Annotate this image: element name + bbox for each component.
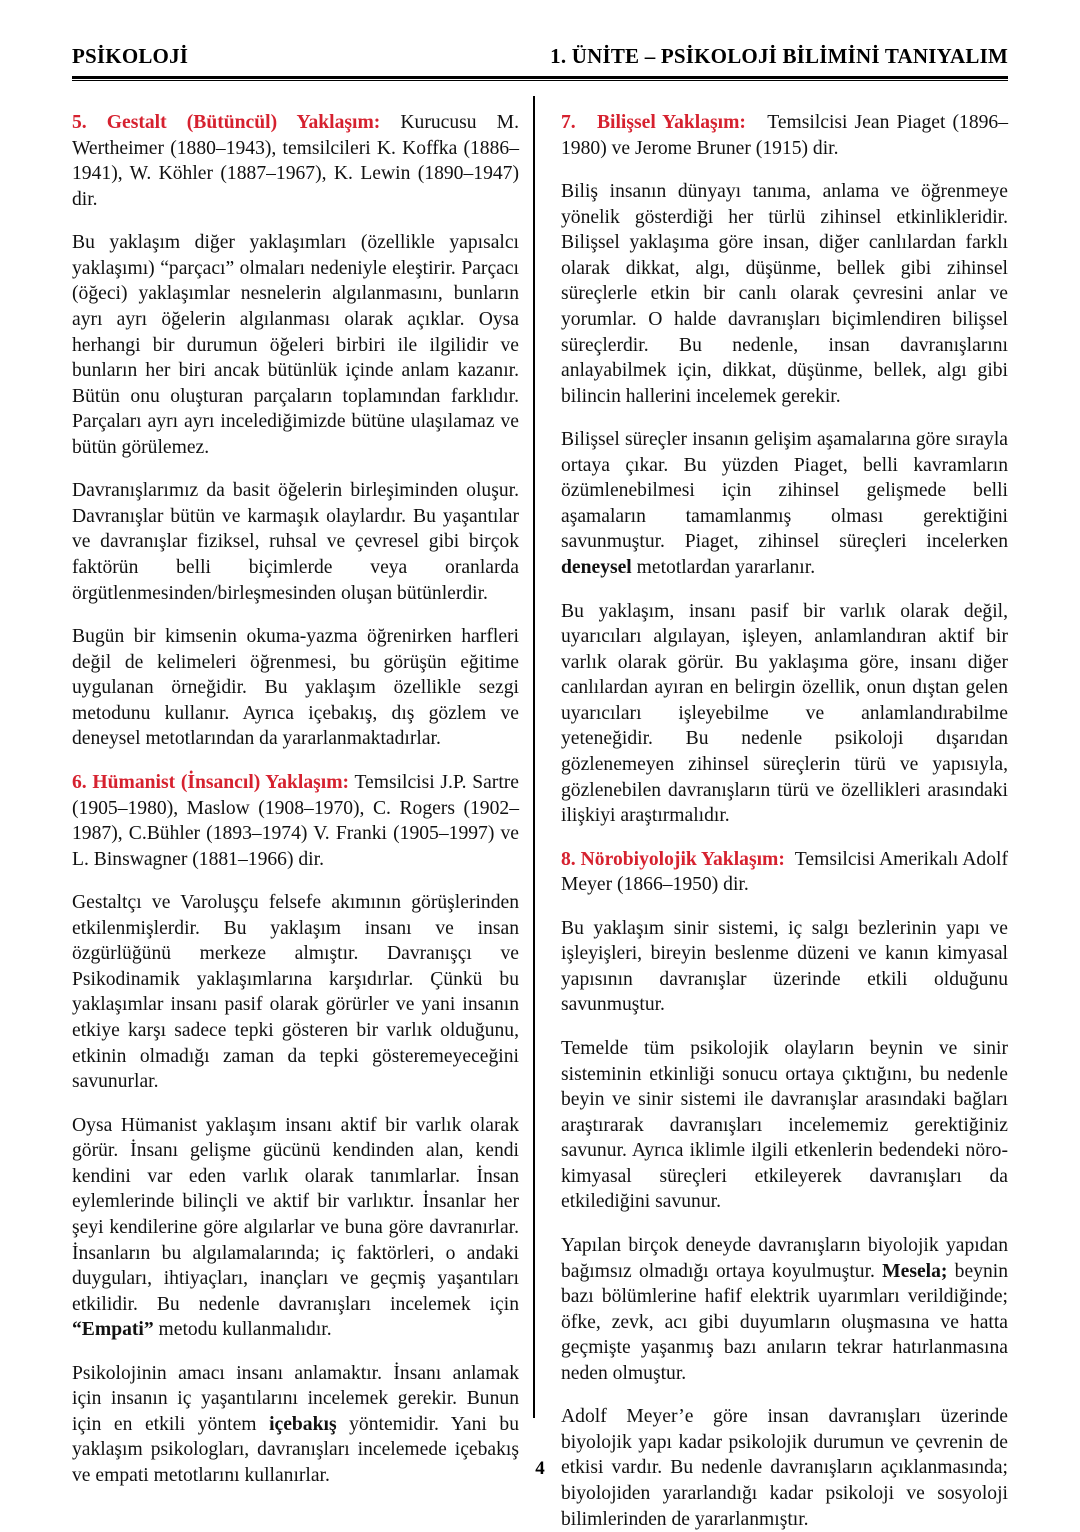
section-7-heading: Bilişsel Yaklaşım:	[596, 112, 746, 133]
section-6-heading: 6. Hümanist (İnsancıl) Yaklaşım:	[72, 771, 350, 793]
paragraph: Bu yaklaşım sinir sistemi, iç salgı bezlerinin yapı ve işleyişleri, bireyin beslenme düzeni ve kanın kimyasal yapısının davranışlar üzerinde etkili olduğunu savunmuştur.	[561, 917, 1008, 1016]
paragraph-mesela-post: beynin bazı bölümlerine hafif elektrik uyarımları verildiğinde; öfke, zevk, acı gibi duyumların oluşmasına ve hatta geçmişte yaşanmış bazı anıların tekrar hatırlanmasına neden olmuştur.	[561, 1260, 1008, 1384]
left-column	[72, 110, 519, 1532]
paragraph-deneysel-post: metotlardan yararlanır.	[631, 557, 816, 578]
section-7-heading-number: 7.	[561, 112, 576, 133]
paragraph: Bugün bir kimsenin okuma-yazma öğrenirken harfleri değil de kelimeleri öğrenmesi, bu görüşün eğitime uygulanan örneğidir. Bu yaklaşım özellikle sezgi metodunu kullanır. Ayrıca içebakış, dış gözlem ve deneysel metotlarından da yararlanmaktadırlar.	[72, 626, 519, 750]
paragraph: Biliş insanın dünyayı tanıma, anlama ve öğrenmeye yönelik gösterdiği her türlü zihinsel etkinlikleridir. Bilişsel yaklaşıma göre insan, diğer canlılardan farklı olarak dikkat, algı, düşünme, bellek gibi zihinsel süreçlerle etkin bir canlı olarak çevresini anlar ve yorumlar. O halde davranışları biçimlendiren bilişsel süreçlerdir. Bu nedenle, insan davranışlarını anlayabilmek için, dikkat, düşünme, bellek, algı gibi bilincin hallerini incelemek gerekir.	[561, 181, 1008, 407]
paragraph: Davranışlarımız da basit öğelerin birleşiminden oluşur. Davranışlar bütün ve karmaşık olaylardır. Bu yaşantılar ve davranışlar fiziksel, ruhsal ve çevresel gibi birçok faktörün belli biçimlerde veya oranlarda örgütlenmesinden/birleşmesinden oluşan bütünlerdir.	[72, 480, 519, 604]
running-head-right: 1. ÜNİTE – PSİKOLOJİ BİLİMİNİ TANIYALIM	[550, 44, 1008, 68]
paragraph: Adolf Meyer’e göre insan davranışları üzerinde biyolojik yapı kadar psikolojik durumun ve çevrenin de etkisi vardır. Bu nedenle davranışların açıklanmasında; biyolojiden yararlandığı kadar psikoloji ve sosyoloji bilimlerinden de yararlanmıştır.	[561, 1406, 1008, 1530]
section-8-heading-rest: Temsilcisi Amerikalı Adolf Meyer (1866–1950) dir.	[561, 848, 1008, 896]
empati-bold-term: “Empati”	[72, 1319, 154, 1341]
paragraph: Temelde tüm psikolojik olayların beynin ve sinir sisteminin etkinliği sonucu ortaya çıktığını, bu nedenle beyin ve sinir sistemi ile davranışlar arasındaki bağları araştırarak davranışları incelememiz gerektiğiniz savunur. Ayrıca iklimle ilgili etkenlerin bedendeki nöro-kimyasal süreçleri etkileyerek davranışları da etkilediğini savunur.	[561, 1038, 1008, 1213]
header-rule	[72, 76, 1008, 81]
section-6-heading-rest: Temsilcisi J.P. Sartre (1905–1980), Maslow (1908–1970), C. Rogers (1902–1987), C.Bühler (1893–1974) V. Franki (1905–1997) ve L. Binswagner (1881–1966) dir.	[72, 771, 520, 870]
paragraph-deneysel-pre: Bilişsel süreçler insanın gelişim aşamalarına göre sırayla ortaya çıkar. Bu yüzden Piaget, belli kavramların özümlenebilmesi için zihinsel gelişmede belli aşamaların tamamlanmış olması gerektiğini savunmuştur. Piaget, zihinsel süreçleri incelerken	[561, 429, 1008, 553]
section-5-heading: 5. Gestalt (Bütüncül) Yaklaşım:	[72, 112, 381, 133]
page-number: 4	[535, 1458, 545, 1479]
paragraph: Bu yaklaşım, insanı pasif bir varlık olarak değil, uyarıcıları algılayan, işleyen, anlamlandıran aktif bir varlık olarak görür. Bu yaklaşıma göre, insanı diğer canlılardan ayıran en belirgin özellik, onun dıştan gelen uyarıcıları işleyebilme ve anlamlandırabilme yeteneğidir. Bu nedenle psikoloji dışarıdan gözlenemeyen zihinsel süreçlerin türü ve yapısıyla, gözlenebilen davranışların türü ve özellikleri arasındaki ilişkiyi araştırmalıdır.	[561, 600, 1008, 827]
right-column	[561, 110, 1008, 1532]
paragraph: Bu yaklaşım diğer yaklaşımları (özellikle yapısalcı yaklaşımı) “parçacı” olmaları nedeniyle eleştirir. Parçacı (öğeci) yaklaşımlar nesnelerin algılanmasını, bunların ayrı ayrı öğelerin algılanması olarak açıklar. Oysa herhangi bir durumun öğeleri birbiri ile ilgilidir ve bunların her biri ancak bütünlük içinde anlam kazanır. Bütün onu oluşturan parçaların toplamından farklıdır. Parçaları ayrı ayrı incelediğimizde bütüne ulaşılamaz ve bütün görülemez.	[72, 232, 519, 458]
section-5-heading-paragraph	[72, 110, 519, 212]
paragraph-mesela-pre: Yapılan birçok deneyde davranışların biyolojik yapıdan bağımsız olmadığı ortaya koyulmuştur.	[561, 1234, 1008, 1282]
section-7-heading-rest: Temsilcisi Jean Piaget (1896–1980) ve Jerome Bruner (1915) dir.	[561, 112, 1009, 159]
paragraph-deneysel	[561, 427, 1008, 580]
section-8-heading: 8. Nörobiyolojik Yaklaşım:	[561, 848, 785, 870]
section-7-heading-paragraph	[561, 110, 1008, 161]
paragraph: Gestaltçı ve Varoluşçu felsefe akımının görüşlerinden etkilenmişlerdir. Bu yaklaşım insanı ve insan özgürlüğünü merkeze almıştır. Davranışçı ve Psikodinamik yaklaşımlarına karşıdırlar. Çünkü bu yaklaşımlar insanı pasif olarak görürler ve yani insanın etkiye karşı sadece tepki gösteren bir varlık olduğunu, etkinin olmadığı zaman da tepki gösteremeyeceğini savunurlar.	[72, 892, 519, 1093]
section-5-heading-rest: Kurucusu M. Wertheimer (1880–1943), temsilcileri K. Koffka (1886–1941), W. Köhler (1887–1967), K. Lewin (1890–1947) dir.	[72, 112, 520, 210]
paragraph-icebakis-pre: Psikolojinin amacı insanı anlamaktır. İnsanı anlamak için insanın iç yaşantılarını incelemek gerekir. Bunun için en etkili yöntem	[72, 1362, 519, 1435]
section-8-heading-paragraph	[561, 847, 1008, 898]
paragraph-empati	[72, 1113, 519, 1343]
section-6-heading-paragraph	[72, 770, 519, 872]
mesela-bold-term: Mesela;	[882, 1260, 948, 1282]
paragraph-icebakis-post: yöntemidir. Yani bu yaklaşım psikologları, davranışları incelemede içebakış ve empati metotlarını kullanırlar.	[72, 1413, 519, 1486]
paragraph-empati-pre: Oysa Hümanist yaklaşım insanı aktif bir varlık olarak görür. İnsanı gelişme gücünü kendinden alan, kendi kendini var eden varlık olarak tanımlarlar. İnsan eylemlerinde bilinçli ve aktif bir varlıktır. İnsanlar her şeyi kendilerine göre algılarlar ve buna göre davranırlar. İnsanların bu algılamalarında; iç faktörleri, o andaki duyguları, ihtiyaçları, inançları ve geçmiş yaşantıları etkilidir. Bu nedenle davranışları incelemek için	[72, 1114, 519, 1315]
running-head-left: PSİKOLOJİ	[72, 44, 189, 68]
deneysel-bold-term: deneysel	[561, 557, 632, 578]
paragraph-mesela	[561, 1233, 1008, 1386]
body-columns	[72, 110, 1008, 1532]
icebakis-bold-term: içebakış	[269, 1413, 337, 1435]
running-head	[72, 44, 1008, 69]
paragraph-empati-post: metodu kullanmalıdır.	[153, 1319, 332, 1341]
